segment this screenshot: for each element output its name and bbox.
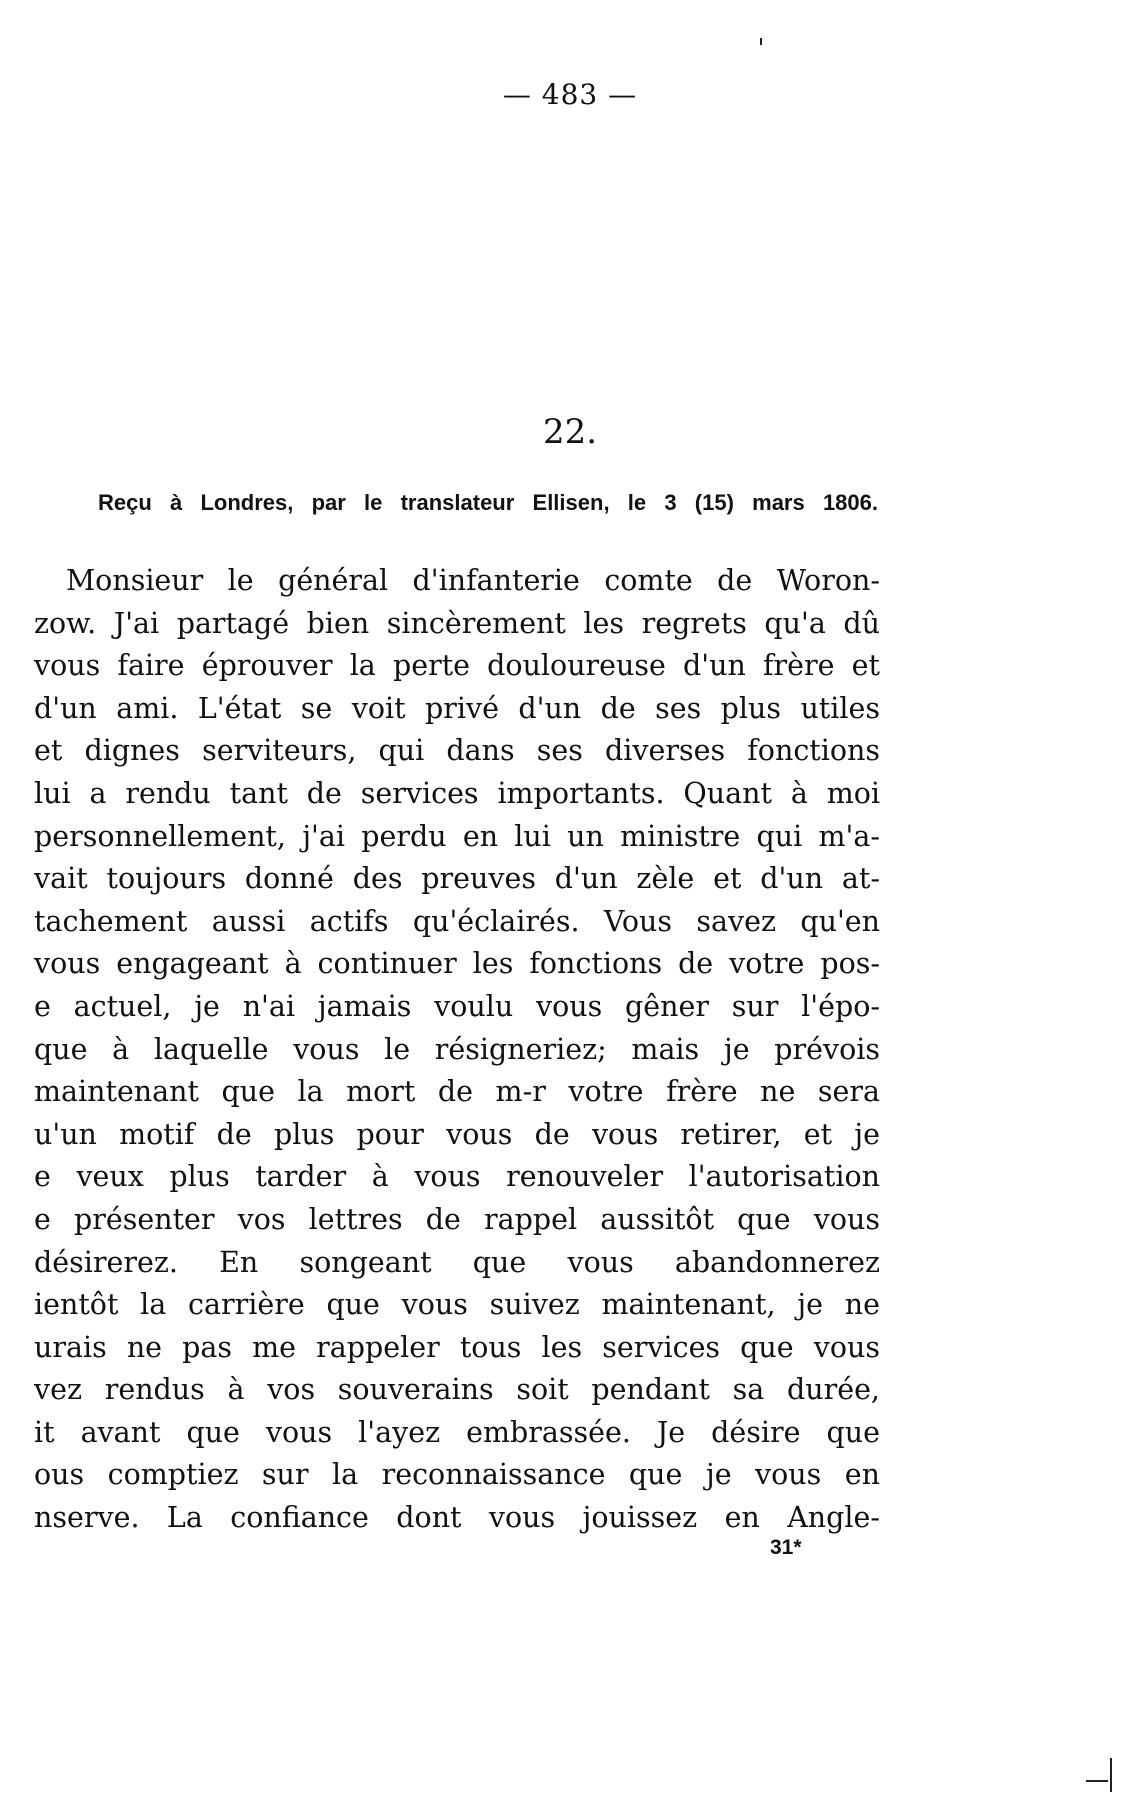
- body-line: tachement aussi actifs qu'éclairés. Vous savez qu'en: [34, 904, 880, 938]
- body-line: vait toujours donné des preuves d'un zèle et d'un at-: [34, 862, 880, 896]
- scan-mark: [760, 38, 762, 45]
- section-number: 22.: [542, 412, 598, 452]
- body-line: ientôt la carrière que vous suivez maintenant, je ne: [34, 1288, 880, 1322]
- body-line: et dignes serviteurs, qui dans ses diverses fonctions: [34, 734, 880, 768]
- body-line: e veux plus tarder à vous renouveler l'autorisation: [34, 1160, 880, 1194]
- body-line: lui a rendu tant de services importants. Quant à moi: [34, 776, 880, 810]
- body-line: Monsieur le général d'infanterie comte de Woron-: [66, 564, 880, 597]
- body-line: u'un motif de plus pour vous de vous retirer, et je: [34, 1117, 880, 1151]
- page-number: — 483 —: [502, 78, 638, 111]
- body-line: urais ne pas me rappeler tous les services que vous: [34, 1330, 880, 1364]
- scan-mark: [1110, 1758, 1112, 1792]
- body-line: maintenant que la mort de m-r votre frère ne sera: [34, 1075, 880, 1109]
- body-line: ous comptiez sur la reconnaissance que je vous en: [34, 1458, 880, 1492]
- body-line: zow. J'ai partagé bien sincèrement les regrets qu'a dû: [34, 606, 880, 640]
- body-line: it avant que vous l'ayez embrassée. Je désire que: [34, 1415, 880, 1449]
- scan-mark: [1086, 1780, 1108, 1782]
- body-line: vous faire éprouver la perte douloureuse d'un frère et: [34, 649, 880, 683]
- body-line: personnellement, j'ai perdu en lui un ministre qui m'a-: [34, 819, 880, 853]
- body-line: nserve. La confiance dont vous jouissez en Angle-: [34, 1501, 880, 1535]
- body-line: d'un ami. L'état se voit privé d'un de ses plus utiles: [34, 691, 880, 725]
- body-line: vous engageant à continuer les fonctions de votre pos-: [34, 947, 880, 981]
- body-line: e actuel, je n'ai jamais voulu vous gêner sur l'épo-: [34, 989, 880, 1023]
- body-line: désirerez. En songeant que vous abandonnerez: [34, 1245, 880, 1279]
- signature-mark: 31*: [770, 1536, 802, 1559]
- body-line: vez rendus à vos souverains soit pendant sa durée,: [34, 1373, 880, 1407]
- body-line: e présenter vos lettres de rappel aussitôt que vous: [34, 1202, 880, 1236]
- letter-body: [34, 560, 880, 1540]
- receipt-note: Reçu à Londres, par le translateur Ellisen, le 3 (15) mars 1806.: [98, 490, 878, 515]
- body-line: que à laquelle vous le résigneriez; mais je prévois: [34, 1032, 880, 1066]
